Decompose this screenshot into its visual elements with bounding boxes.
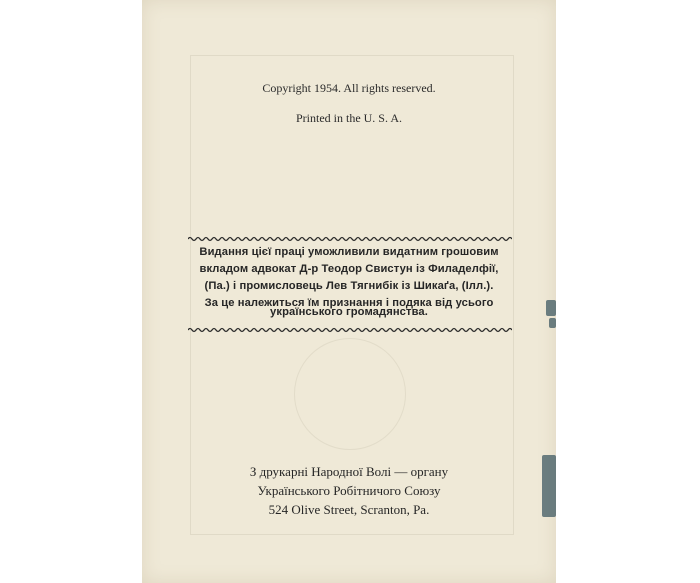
bottom-wavy-rule	[188, 327, 512, 333]
printed-in-line: Printed in the U. S. A.	[295, 111, 402, 125]
imprint-line: З друкарні Народної Волі — органу	[249, 464, 449, 479]
acknowledgement-line: (Па.) і промисловець Лев Тягнибік із Шикаґа, (Ілл.).	[204, 280, 494, 292]
show-through-emblem	[294, 338, 406, 450]
acknowledgement-line: вкладом адвокат Д-р Теодор Свистун із Филаделфії,	[199, 263, 499, 275]
acknowledgement-line: Видання цієї праці уможливили видатним грошовим	[199, 246, 499, 258]
copyright-line: Copyright 1954. All rights reserved.	[262, 81, 436, 95]
edge-stain	[546, 300, 556, 316]
imprint-line: Українського Робітничого Союзу	[257, 483, 441, 498]
imprint-address: 524 Olive Street, Scranton, Pa.	[268, 502, 430, 517]
show-through-frame	[190, 55, 514, 535]
top-wavy-rule	[188, 236, 512, 242]
acknowledgement-line: За це належиться їм признання і подяка від усього	[204, 297, 494, 309]
book-page	[142, 0, 556, 583]
edge-stain	[542, 455, 556, 517]
edge-stain	[549, 318, 556, 328]
acknowledgement-line: українського громадянства.	[270, 306, 428, 318]
